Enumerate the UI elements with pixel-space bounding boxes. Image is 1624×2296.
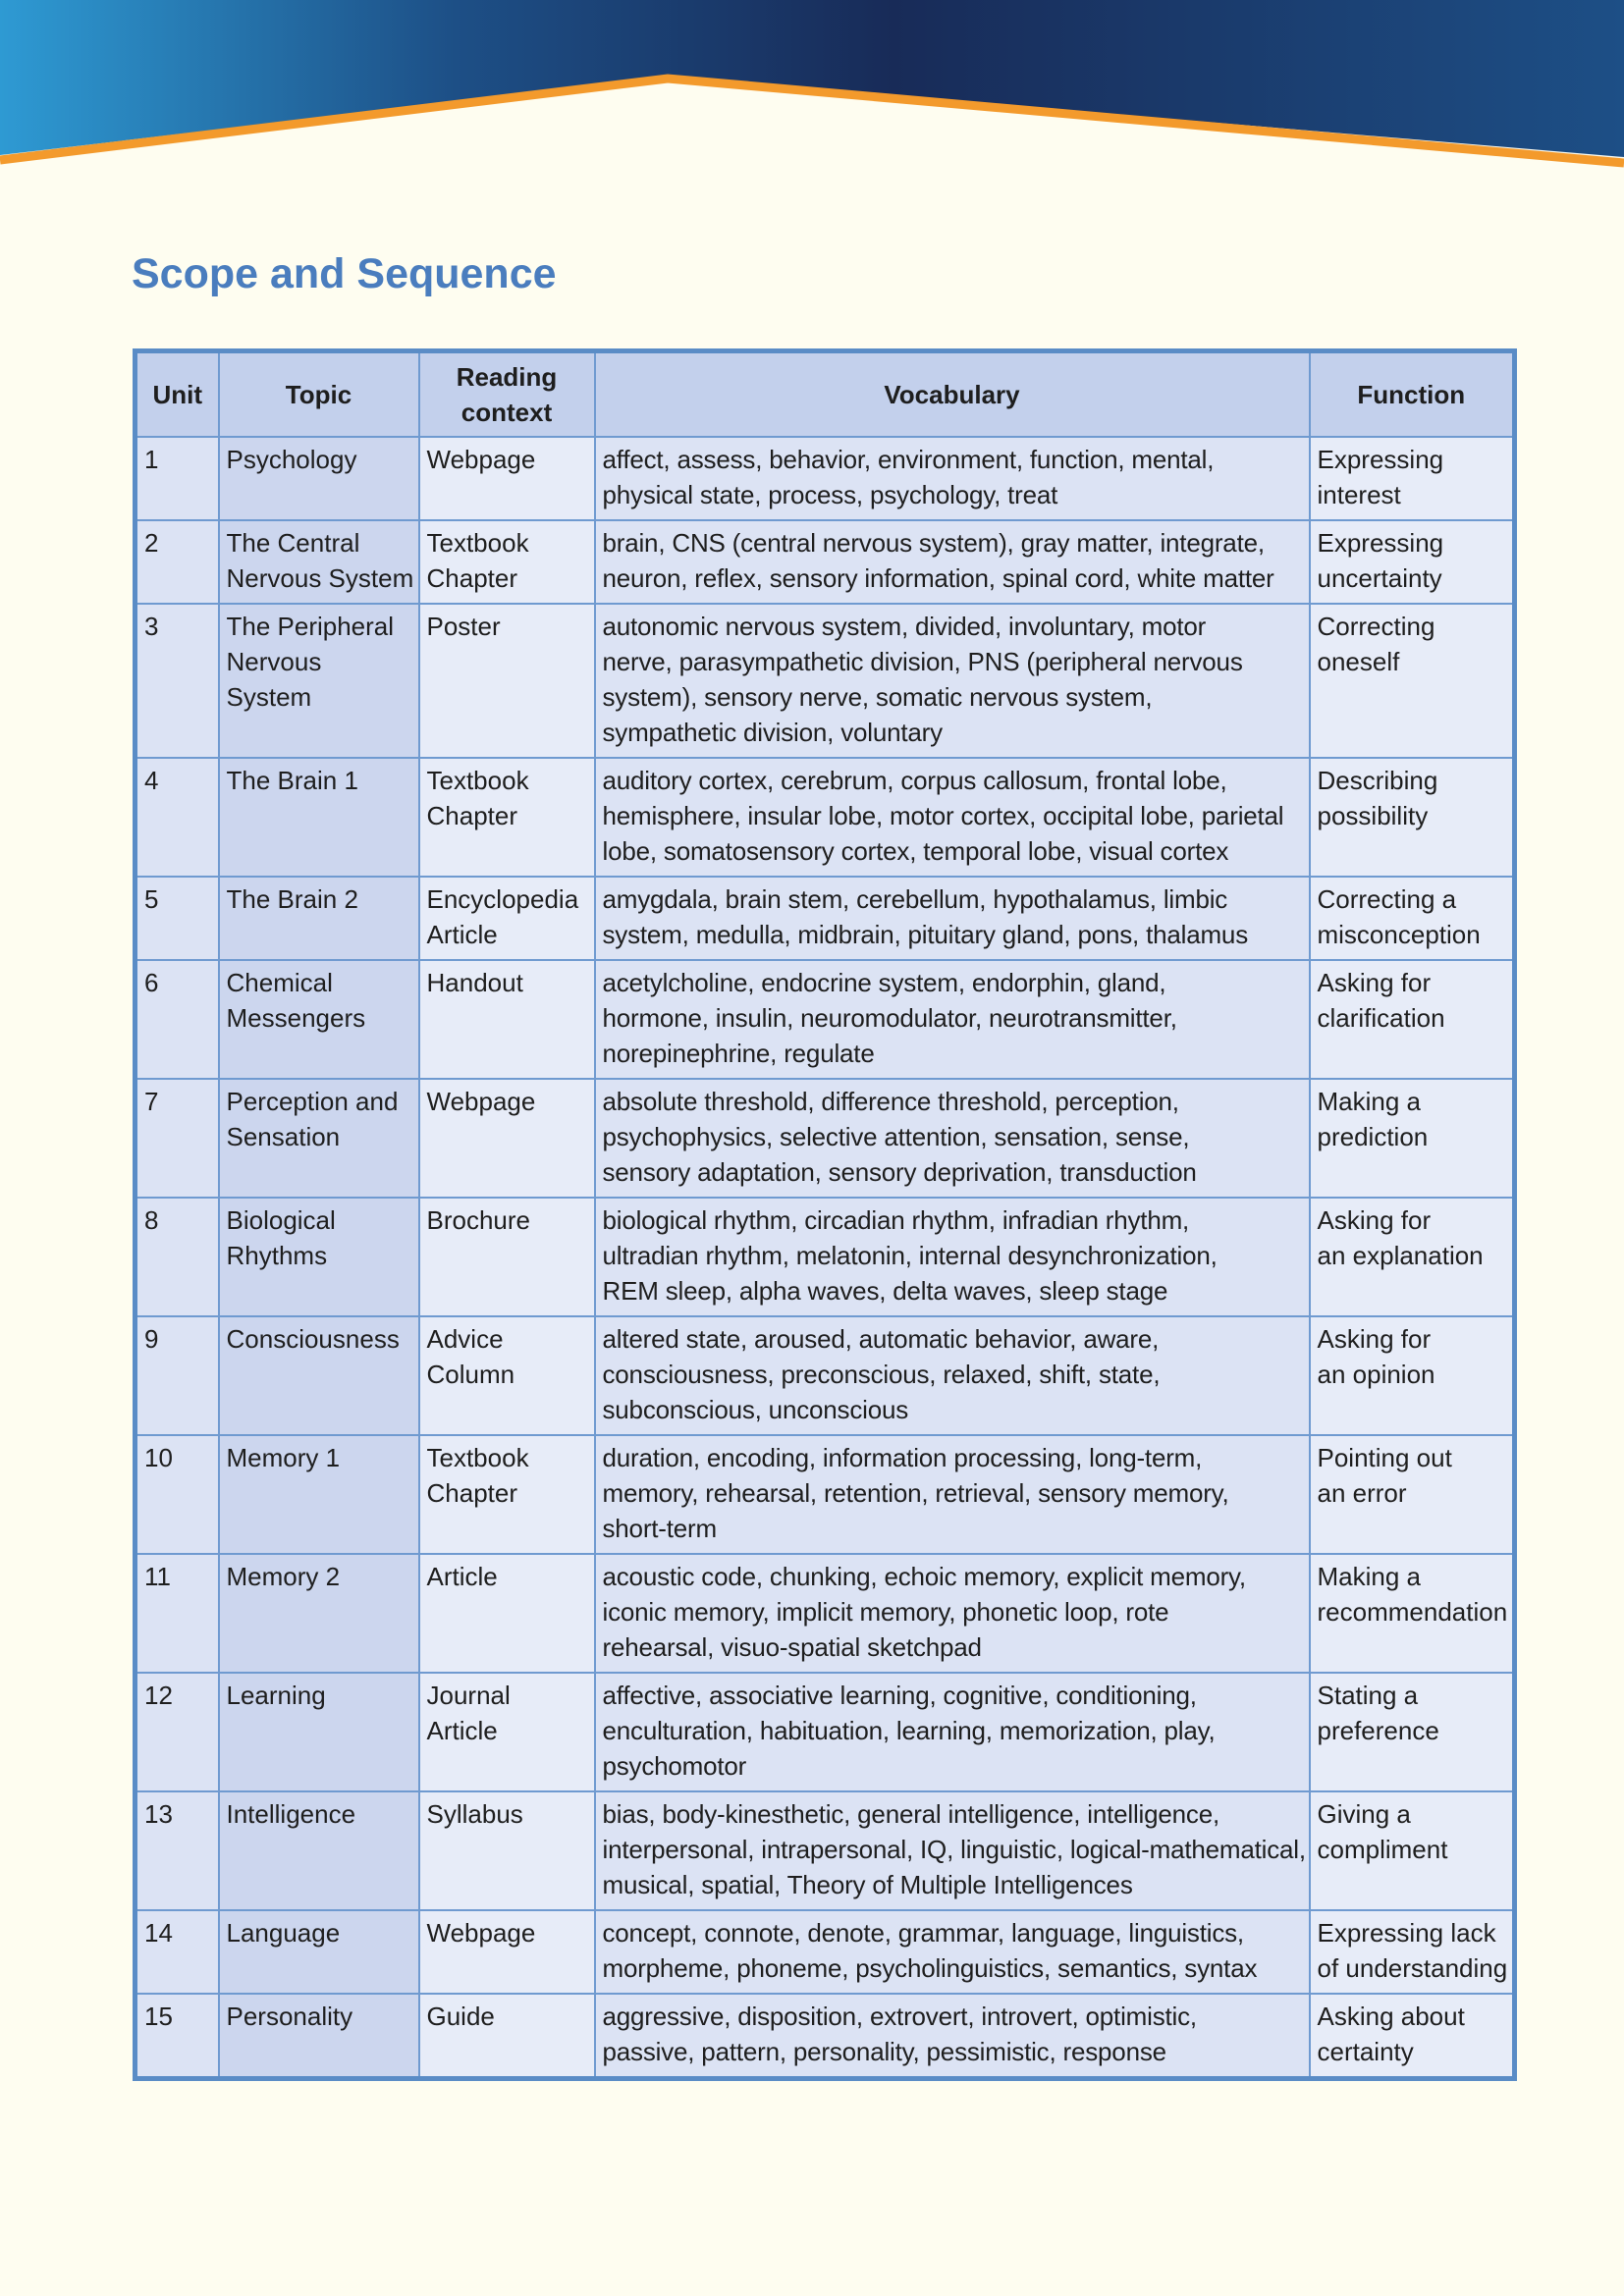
header-context-line: Reading bbox=[456, 362, 558, 392]
reading-context-line: Webpage bbox=[426, 445, 536, 474]
function-line: Giving a bbox=[1317, 1799, 1411, 1829]
topic-cell bbox=[219, 1791, 419, 1910]
vocabulary-line: altered state, aroused, automatic behavior, aware, bbox=[602, 1324, 1160, 1354]
table-row bbox=[135, 877, 1515, 960]
unit-cell: 5 bbox=[135, 877, 219, 960]
vocabulary-line: system), sensory nerve, somatic nervous system, bbox=[602, 682, 1153, 712]
vocabulary-line: autonomic nervous system, divided, involuntary, motor bbox=[602, 612, 1207, 641]
topic-line: Memory 1 bbox=[226, 1443, 341, 1472]
reading-context-cell bbox=[419, 604, 595, 758]
function-line: compliment bbox=[1317, 1835, 1448, 1864]
function-cell bbox=[1310, 1791, 1515, 1910]
reading-context-cell bbox=[419, 758, 595, 877]
reading-context-line: Poster bbox=[426, 612, 501, 641]
topic-line: Nervous System bbox=[226, 563, 414, 593]
vocabulary-line: iconic memory, implicit memory, phonetic loop, rote bbox=[602, 1597, 1169, 1627]
vocabulary-line: morpheme, phoneme, psycholinguistics, semantics, syntax bbox=[602, 1953, 1258, 1983]
topic-cell bbox=[219, 1435, 419, 1554]
function-cell bbox=[1310, 960, 1515, 1079]
header-vocabulary: Vocabulary bbox=[595, 351, 1310, 438]
topic-cell bbox=[219, 1673, 419, 1791]
function-line: Stating a bbox=[1317, 1681, 1419, 1710]
vocabulary-line: bias, body-kinesthetic, general intelligence, intelligence, bbox=[602, 1799, 1219, 1829]
function-line: uncertainty bbox=[1317, 563, 1442, 593]
function-cell bbox=[1310, 1316, 1515, 1435]
reading-context-cell bbox=[419, 437, 595, 520]
header-reading-context bbox=[419, 351, 595, 438]
reading-context-line: Article bbox=[426, 1562, 498, 1591]
function-cell bbox=[1310, 758, 1515, 877]
vocabulary-line: brain, CNS (central nervous system), gray matter, integrate, bbox=[602, 528, 1265, 558]
topic-line: Psychology bbox=[226, 445, 357, 474]
unit-cell: 15 bbox=[135, 1994, 219, 2079]
vocabulary-cell bbox=[595, 877, 1310, 960]
table-row bbox=[135, 437, 1515, 520]
vocabulary-cell bbox=[595, 1673, 1310, 1791]
vocabulary-cell bbox=[595, 758, 1310, 877]
topic-cell bbox=[219, 604, 419, 758]
topic-line: System bbox=[226, 682, 312, 712]
vocabulary-line: amygdala, brain stem, cerebellum, hypothalamus, limbic bbox=[602, 884, 1228, 914]
reading-context-line: Article bbox=[426, 1716, 498, 1745]
unit-cell: 7 bbox=[135, 1079, 219, 1198]
reading-context-line: Article bbox=[426, 920, 498, 949]
function-line: Asking about bbox=[1317, 2002, 1465, 2031]
function-line: an error bbox=[1317, 1478, 1407, 1508]
vocabulary-line: concept, connote, denote, grammar, language, linguistics, bbox=[602, 1918, 1244, 1948]
unit-cell: 2 bbox=[135, 520, 219, 604]
table-row bbox=[135, 1079, 1515, 1198]
function-line: Correcting bbox=[1317, 612, 1435, 641]
vocabulary-line: psychomotor bbox=[602, 1751, 747, 1781]
vocabulary-line: affect, assess, behavior, environment, function, mental, bbox=[602, 445, 1215, 474]
reading-context-cell bbox=[419, 1791, 595, 1910]
function-line: clarification bbox=[1317, 1003, 1445, 1033]
vocabulary-line: auditory cortex, cerebrum, corpus callosum, frontal lobe, bbox=[602, 766, 1227, 795]
unit-cell: 1 bbox=[135, 437, 219, 520]
unit-cell: 13 bbox=[135, 1791, 219, 1910]
unit-cell: 9 bbox=[135, 1316, 219, 1435]
function-line: oneself bbox=[1317, 647, 1400, 676]
topic-line: Messengers bbox=[226, 1003, 366, 1033]
vocabulary-line: duration, encoding, information processing, long-term, bbox=[602, 1443, 1203, 1472]
header-function: Function bbox=[1310, 351, 1515, 438]
unit-cell: 12 bbox=[135, 1673, 219, 1791]
reading-context-cell bbox=[419, 1994, 595, 2079]
topic-line: Language bbox=[226, 1918, 341, 1948]
vocabulary-line: sensory adaptation, sensory deprivation, transduction bbox=[602, 1157, 1197, 1187]
vocabulary-line: acoustic code, chunking, echoic memory, explicit memory, bbox=[602, 1562, 1246, 1591]
vocabulary-line: neuron, reflex, sensory information, spinal cord, white matter bbox=[602, 563, 1274, 593]
reading-context-line: Guide bbox=[426, 2002, 495, 2031]
reading-context-line: Handout bbox=[426, 968, 523, 997]
vocabulary-line: ultradian rhythm, melatonin, internal desynchronization, bbox=[602, 1241, 1218, 1270]
function-line: an opinion bbox=[1317, 1360, 1435, 1389]
topic-line: The Central bbox=[226, 528, 360, 558]
topic-line: Sensation bbox=[226, 1122, 341, 1151]
vocabulary-cell bbox=[595, 1910, 1310, 1994]
header-context-line: context bbox=[460, 398, 553, 427]
reading-context-line: Journal bbox=[426, 1681, 511, 1710]
topic-line: Learning bbox=[226, 1681, 326, 1710]
function-cell bbox=[1310, 1910, 1515, 1994]
table-row bbox=[135, 604, 1515, 758]
topic-line: Chemical bbox=[226, 968, 333, 997]
vocabulary-line: affective, associative learning, cognitive, conditioning, bbox=[602, 1681, 1197, 1710]
topic-cell bbox=[219, 1910, 419, 1994]
table-row bbox=[135, 1435, 1515, 1554]
topic-cell bbox=[219, 1316, 419, 1435]
reading-context-cell bbox=[419, 1079, 595, 1198]
unit-cell: 3 bbox=[135, 604, 219, 758]
function-line: misconception bbox=[1317, 920, 1481, 949]
function-line: Expressing lack bbox=[1317, 1918, 1496, 1948]
header-unit: Unit bbox=[135, 351, 219, 438]
header-topic: Topic bbox=[219, 351, 419, 438]
reading-context-line: Webpage bbox=[426, 1087, 536, 1116]
unit-cell: 6 bbox=[135, 960, 219, 1079]
header-banner bbox=[0, 0, 1624, 177]
table-row bbox=[135, 1316, 1515, 1435]
reading-context-cell bbox=[419, 877, 595, 960]
reading-context-cell bbox=[419, 1673, 595, 1791]
vocabulary-line: REM sleep, alpha waves, delta waves, sleep stage bbox=[602, 1276, 1168, 1306]
topic-line: Biological bbox=[226, 1205, 336, 1235]
reading-context-line: Column bbox=[426, 1360, 515, 1389]
topic-cell bbox=[219, 437, 419, 520]
reading-context-line: Chapter bbox=[426, 563, 517, 593]
reading-context-line: Syllabus bbox=[426, 1799, 523, 1829]
vocabulary-line: psychophysics, selective attention, sensation, sense, bbox=[602, 1122, 1190, 1151]
function-line: possibility bbox=[1317, 801, 1429, 830]
vocabulary-cell bbox=[595, 604, 1310, 758]
function-cell bbox=[1310, 1435, 1515, 1554]
scope-table bbox=[133, 348, 1517, 2081]
vocabulary-cell bbox=[595, 1198, 1310, 1316]
reading-context-cell bbox=[419, 520, 595, 604]
table-row bbox=[135, 520, 1515, 604]
vocabulary-line: aggressive, disposition, extrovert, introvert, optimistic, bbox=[602, 2002, 1197, 2031]
vocabulary-line: subconscious, unconscious bbox=[602, 1395, 909, 1424]
function-cell bbox=[1310, 604, 1515, 758]
reading-context-cell bbox=[419, 1316, 595, 1435]
vocabulary-cell bbox=[595, 1791, 1310, 1910]
topic-cell bbox=[219, 758, 419, 877]
topic-cell bbox=[219, 520, 419, 604]
vocabulary-cell bbox=[595, 1316, 1310, 1435]
vocabulary-line: enculturation, habituation, learning, memorization, play, bbox=[602, 1716, 1216, 1745]
vocabulary-line: absolute threshold, difference threshold, perception, bbox=[602, 1087, 1179, 1116]
vocabulary-line: system, medulla, midbrain, pituitary gland, pons, thalamus bbox=[602, 920, 1248, 949]
table-row bbox=[135, 1910, 1515, 1994]
function-line: Expressing bbox=[1317, 528, 1444, 558]
function-cell bbox=[1310, 1198, 1515, 1316]
function-line: certainty bbox=[1317, 2037, 1414, 2066]
function-cell bbox=[1310, 1673, 1515, 1791]
function-line: Making a bbox=[1317, 1087, 1421, 1116]
reading-context-line: Advice bbox=[426, 1324, 504, 1354]
topic-cell bbox=[219, 1554, 419, 1673]
topic-cell bbox=[219, 1198, 419, 1316]
reading-context-line: Textbook bbox=[426, 1443, 529, 1472]
vocabulary-cell bbox=[595, 437, 1310, 520]
reading-context-line: Textbook bbox=[426, 766, 529, 795]
function-cell bbox=[1310, 437, 1515, 520]
vocabulary-line: memory, rehearsal, retention, retrieval, sensory memory, bbox=[602, 1478, 1229, 1508]
reading-context-cell bbox=[419, 1435, 595, 1554]
function-line: Asking for bbox=[1317, 1205, 1432, 1235]
unit-cell: 8 bbox=[135, 1198, 219, 1316]
vocabulary-cell bbox=[595, 1994, 1310, 2079]
vocabulary-line: interpersonal, intrapersonal, IQ, linguistic, logical-mathematical, bbox=[602, 1835, 1306, 1864]
function-cell bbox=[1310, 1079, 1515, 1198]
function-line: of understanding bbox=[1317, 1953, 1508, 1983]
topic-line: The Brain 1 bbox=[226, 766, 358, 795]
vocabulary-line: nerve, parasympathetic division, PNS (peripheral nervous bbox=[602, 647, 1243, 676]
topic-line: Memory 2 bbox=[226, 1562, 341, 1591]
table-row bbox=[135, 1198, 1515, 1316]
table-row bbox=[135, 1673, 1515, 1791]
reading-context-line: Chapter bbox=[426, 801, 517, 830]
unit-cell: 14 bbox=[135, 1910, 219, 1994]
header-row bbox=[135, 351, 1515, 438]
vocabulary-line: acetylcholine, endocrine system, endorphin, gland, bbox=[602, 968, 1166, 997]
unit-cell: 4 bbox=[135, 758, 219, 877]
vocabulary-cell bbox=[595, 1079, 1310, 1198]
vocabulary-cell bbox=[595, 520, 1310, 604]
vocabulary-line: norepinephrine, regulate bbox=[602, 1039, 875, 1068]
reading-context-line: Webpage bbox=[426, 1918, 536, 1948]
topic-line: Intelligence bbox=[226, 1799, 356, 1829]
function-cell bbox=[1310, 1554, 1515, 1673]
vocabulary-line: lobe, somatosensory cortex, temporal lobe, visual cortex bbox=[602, 836, 1229, 866]
topic-line: The Peripheral bbox=[226, 612, 395, 641]
table-row bbox=[135, 960, 1515, 1079]
topic-cell bbox=[219, 1079, 419, 1198]
topic-cell bbox=[219, 1994, 419, 2079]
function-line: recommendation bbox=[1317, 1597, 1508, 1627]
table-body bbox=[135, 437, 1515, 2079]
reading-context-line: Textbook bbox=[426, 528, 529, 558]
vocabulary-line: hormone, insulin, neuromodulator, neurotransmitter, bbox=[602, 1003, 1177, 1033]
function-cell bbox=[1310, 877, 1515, 960]
function-line: interest bbox=[1317, 480, 1401, 509]
function-line: Describing bbox=[1317, 766, 1438, 795]
function-line: Asking for bbox=[1317, 1324, 1432, 1354]
reading-context-line: Chapter bbox=[426, 1478, 517, 1508]
topic-line: Perception and bbox=[226, 1087, 399, 1116]
function-line: preference bbox=[1317, 1716, 1439, 1745]
topic-line: Personality bbox=[226, 2002, 353, 2031]
vocabulary-line: biological rhythm, circadian rhythm, infradian rhythm, bbox=[602, 1205, 1190, 1235]
topic-line: Rhythms bbox=[226, 1241, 328, 1270]
function-line: Correcting a bbox=[1317, 884, 1457, 914]
reading-context-line: Brochure bbox=[426, 1205, 530, 1235]
vocabulary-cell bbox=[595, 1554, 1310, 1673]
topic-line: Nervous bbox=[226, 647, 322, 676]
unit-cell: 11 bbox=[135, 1554, 219, 1673]
reading-context-line: Encyclopedia bbox=[426, 884, 579, 914]
topic-line: Consciousness bbox=[226, 1324, 400, 1354]
function-line: Expressing bbox=[1317, 445, 1444, 474]
function-cell bbox=[1310, 520, 1515, 604]
vocabulary-cell bbox=[595, 1435, 1310, 1554]
function-line: Asking for bbox=[1317, 968, 1432, 997]
reading-context-cell bbox=[419, 1910, 595, 1994]
reading-context-cell bbox=[419, 1198, 595, 1316]
topic-cell bbox=[219, 877, 419, 960]
vocabulary-line: sympathetic division, voluntary bbox=[602, 718, 943, 747]
vocabulary-line: hemisphere, insular lobe, motor cortex, occipital lobe, parietal bbox=[602, 801, 1284, 830]
page-title: Scope and Sequence bbox=[132, 250, 557, 297]
reading-context-cell bbox=[419, 960, 595, 1079]
function-line: Making a bbox=[1317, 1562, 1421, 1591]
vocabulary-line: rehearsal, visuo-spatial sketchpad bbox=[602, 1632, 982, 1662]
topic-line: The Brain 2 bbox=[226, 884, 358, 914]
function-line: prediction bbox=[1317, 1122, 1429, 1151]
function-line: Pointing out bbox=[1317, 1443, 1452, 1472]
reading-context-cell bbox=[419, 1554, 595, 1673]
vocabulary-line: physical state, process, psychology, treat bbox=[602, 480, 1058, 509]
vocabulary-line: short-term bbox=[602, 1514, 717, 1543]
topic-cell bbox=[219, 960, 419, 1079]
vocabulary-line: passive, pattern, personality, pessimistic, response bbox=[602, 2037, 1166, 2066]
vocabulary-line: consciousness, preconscious, relaxed, shift, state, bbox=[602, 1360, 1161, 1389]
table-row bbox=[135, 758, 1515, 877]
function-line: an explanation bbox=[1317, 1241, 1484, 1270]
table-row bbox=[135, 1791, 1515, 1910]
vocabulary-line: musical, spatial, Theory of Multiple Intelligences bbox=[602, 1870, 1133, 1899]
function-cell bbox=[1310, 1994, 1515, 2079]
vocabulary-cell bbox=[595, 960, 1310, 1079]
table-row bbox=[135, 1994, 1515, 2079]
table-row bbox=[135, 1554, 1515, 1673]
unit-cell: 10 bbox=[135, 1435, 219, 1554]
